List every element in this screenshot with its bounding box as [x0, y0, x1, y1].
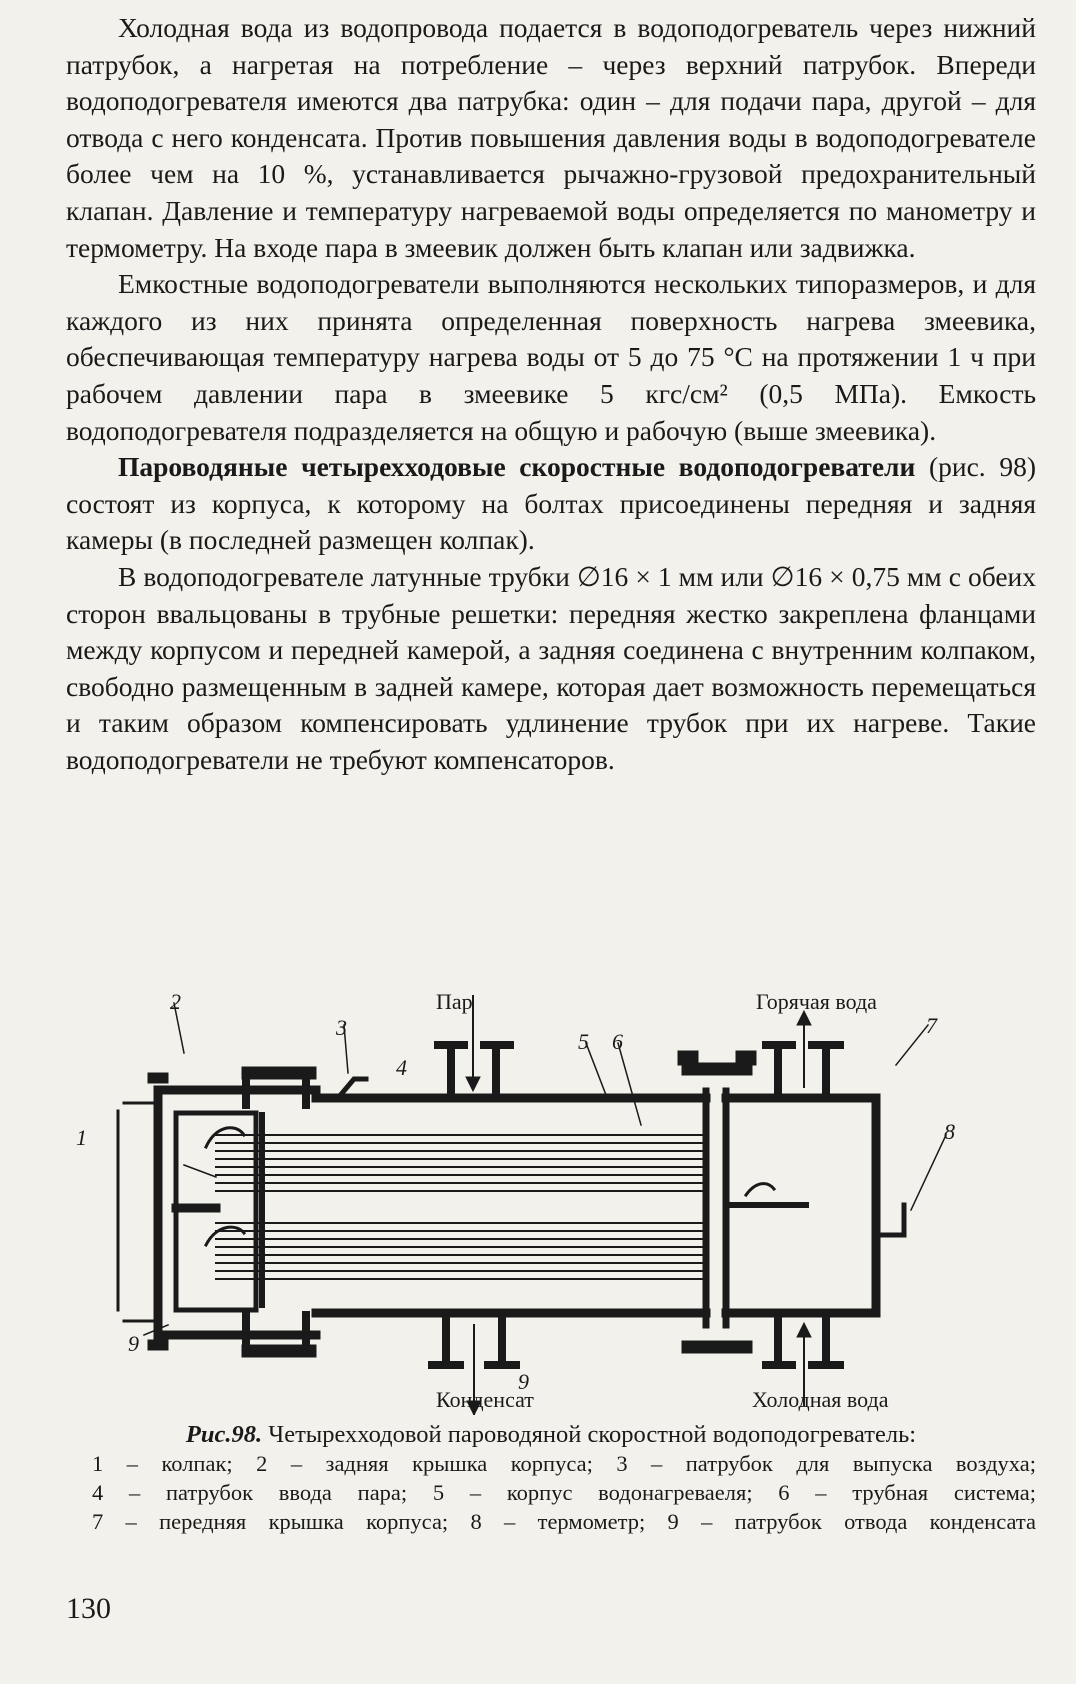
callout-6: 6: [612, 1029, 623, 1054]
paragraph-3-bold: Пароводяные четырехходовые скоростные водоподогреватели: [118, 451, 916, 483]
paragraph-3: [66, 449, 1036, 559]
shell: [316, 1098, 706, 1313]
label-cold-water: Холодная вода: [752, 1387, 889, 1412]
caption-line-1: 1 – колпак; 2 – задняя крышка корпуса; 3 – патрубок для выпуска воздуха;: [92, 1451, 1036, 1476]
caption-line-3: 7 – передняя крышка корпуса; 8 – термометр; 9 – патрубок отвода конденсата: [92, 1509, 1036, 1534]
callout-9-rear: 9: [128, 1331, 139, 1356]
label-hot-water: Горячая вода: [756, 989, 877, 1014]
paragraph-4: В водоподогревателе латунные трубки ∅16 × 1 мм или ∅16 × 0,75 мм с обеих сторон ввальцованы в трубные решетки: передняя жестко закреплена фланцами между корпусом и передней камерой, а задняя соединена с внутренним колпаком, свободно размещенным в задней камере, которая дает возможность перемещаться и таким образом компенсировать удлинение трубок при их нагреве. Такие водоподогреватели не требуют компенсаторов.: [66, 560, 1036, 775]
callout-5: 5: [578, 1029, 589, 1054]
callout-4: 4: [396, 1055, 407, 1080]
callout-3: 3: [336, 1015, 347, 1040]
caption-title: [66, 1420, 1036, 1449]
caption-title-text: Четырехходовой пароводяной скоростной водоподогреватель:: [262, 1421, 917, 1448]
caption-line-2: 4 – патрубок ввода пара; 5 – корпус водонагреваеля; 6 – трубная система;: [92, 1480, 1036, 1505]
callout-9-condensate: 9: [518, 1369, 529, 1394]
paragraph-3-rest: (рис. 98) состоят из корпуса, к которому на болтах присоединены передняя и задняя камеры (в последней размещен колпак).: [66, 451, 1036, 556]
page-number: 130: [66, 1592, 111, 1625]
tube-bundle: [216, 1135, 706, 1279]
figure-caption: [66, 1420, 1036, 1536]
caption-fig-ref: Рис.98.: [185, 1421, 263, 1448]
callout-1: 1: [76, 1125, 87, 1150]
heat-exchanger-figure: [66, 989, 1036, 1415]
callout-2: 2: [170, 989, 181, 1014]
callout-7: 7: [926, 1013, 937, 1038]
label-condensate: Конденсат: [436, 1387, 534, 1412]
body-text: [66, 10, 1036, 778]
heat-exchanger-drawing: [66, 995, 1036, 1415]
label-steam: Пар: [436, 989, 473, 1014]
callout-8: 8: [944, 1119, 955, 1144]
paragraph-1: Холодная вода из водопровода подается в водоподогреватель через нижний патрубок, а нагретая на потребление – через верхний патрубок. Впереди водоподогревателя имеются два патрубка: один – для подачи пара, другой – для отвода с него конденсата. Против повышения давления воды в водоподогревателе более чем на 10 %, устанавливается рычажно-грузовой предохранительный клапан. Давление и температуру нагреваемой воды определяется по манометру и термометру. На входе пара в змеевик должен быть клапан или задвижка.: [66, 12, 1036, 263]
paragraph-2: Емкостные водоподогреватели выполняются нескольких типоразмеров, и для каждого из них принята определенная поверхность нагрева змеевика, обеспечивающая температуру нагрева воды от 5 до 75 °С на протяжении 1 ч при рабочем давлении пара в змеевике 5 кгс/см² (0,5 МПа). Емкость водоподогревателя подразделяется на общую и рабочую (выше змеевика).: [66, 268, 1036, 446]
